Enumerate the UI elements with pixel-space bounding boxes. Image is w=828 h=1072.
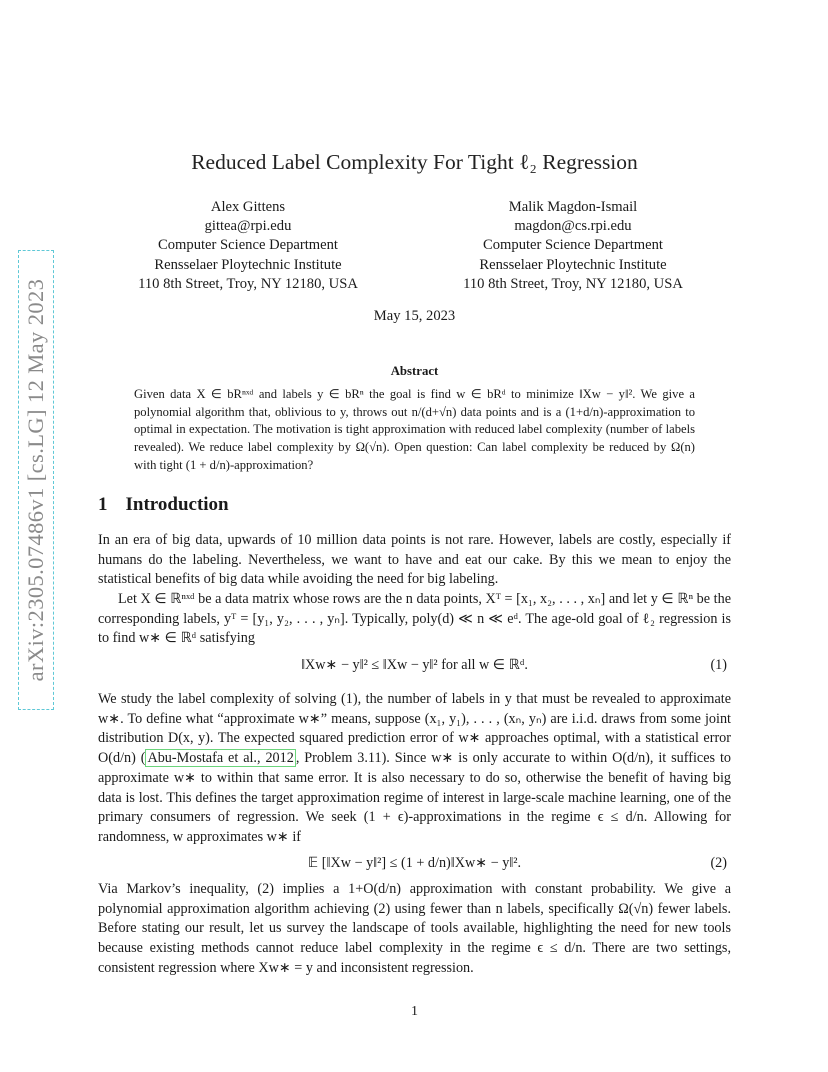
paragraph-4: Via Markov’s inequality, (2) implies a 1+O(d/n) approximation with constant probability. We give a polynomial approximation algorithm achieving (2) using fewer than n labels, specifically Ω(√n) fewer labels. Before stating our result, let us survey the landscape of tools available, highlighting the need for new tools because existing methods cannot reduce label complexity in the regime ϵ ≤ d/n. There are two settings, consistent regression where Xw∗ = y and inconsistent regression. xyxy=(98,881,731,976)
arxiv-identifier[interactable]: arXiv:2305.07486v1 [cs.LG] 12 May 2023 xyxy=(23,278,48,682)
paragraph-3-text-a: We study the label complexity of solving (1), the number of labels in y that must be revealed to approximate w∗. To define what “approximate w∗” means, suppose (x₁, y₁), . . . , (xₙ, yₙ) are i.i.d. draws from some joint distribution D(x, y). The expected squared prediction error of w∗ approaches optimal, with a statistical error O(d/n) ( xyxy=(98,691,731,767)
citation-link[interactable]: Abu-Mostafa et al., 2012 xyxy=(147,750,294,767)
section-heading xyxy=(98,494,229,516)
section-number: 1 xyxy=(98,494,108,515)
abstract-heading: Abstract xyxy=(390,364,439,378)
author-address: 110 8th Street, Troy, NY 12180, USA xyxy=(138,275,358,292)
author-name: Alex Gittens xyxy=(210,199,286,215)
author-email: gittea@rpi.edu xyxy=(204,218,292,235)
author-block-1 xyxy=(108,198,388,294)
paragraph-2-text: Let X ∈ ℝⁿˣᵈ be a data matrix whose rows are the n data points, Xᵀ = [x₁, x₂, . . . , xₙ] and let y ∈ ℝⁿ be the corresponding labels, yᵀ = [y₁, y₂, . . . , yₙ]. Typically, poly(d) ≪ n ≪ eᵈ. The age-old goal of ℓ₂ regression is to find w∗ ∈ ℝᵈ satisfying xyxy=(98,591,731,647)
equation-1-number: (1) xyxy=(710,657,727,673)
paper-title: Reduced Label Complexity For Tight ℓ₂ Regression xyxy=(191,150,638,174)
author-department: Computer Science Department xyxy=(483,237,663,254)
author-department: Computer Science Department xyxy=(158,237,338,254)
author-block-2 xyxy=(428,198,718,294)
equation-2-body: 𝔼 [‖Xw − y‖²] ≤ (1 + d/n)‖Xw∗ − y‖². xyxy=(307,855,522,871)
page-number: 1 xyxy=(411,1004,418,1019)
paragraph-3-text-b: , Problem 3.11). Since w∗ is only accurate to within O(d/n), it suffices to approximate w∗ to within that same error. It is also necessary to do so, otherwise the benefit of having big data is lost. This defines the target approximation regime of interest in large-scale machine learning, one of the primary consumers of regression. We seek (1 + ϵ)-approximations in the regime ϵ ≤ d/n. Allowing for randomness, w approximates w∗ if xyxy=(98,750,731,845)
equation-1-body: ‖Xw∗ − y‖² ≤ ‖Xw − y‖² for all w ∈ ℝᵈ. xyxy=(301,657,528,673)
abstract-text: Given data X ∈ bRⁿˣᵈ and labels y ∈ bRⁿ the goal is find w ∈ bRᵈ to minimize ‖Xw − y‖². We give a polynomial algorithm that, oblivious to y, throws out n/(d+√n) data points and is a (1+d/n)-approximation to optimal in expectation. The motivation is tight approximation with reduced label complexity (number of labels revealed). We reduce label complexity by Ω(√n). Open question: Can label complexity be reduced by Ω(n) with tight (1 + d/n)-approximation? xyxy=(134,387,695,472)
paragraph-2 xyxy=(98,590,731,649)
author-institution: Rensselaer Ploytechnic Institute xyxy=(154,256,342,273)
paragraph-3 xyxy=(98,690,731,848)
paragraph-1: In an era of big data, upwards of 10 million data points is not rare. However, labels are costly, especially if humans do the labeling. Nevertheless, we want to have and eat our cake. By this we mean to enjoy the statistical benefits of big data while avoiding the need for big labeling. xyxy=(98,532,731,588)
author-institution: Rensselaer Ploytechnic Institute xyxy=(479,256,667,273)
equation-2-number: (2) xyxy=(710,855,727,871)
author-email: magdon@cs.rpi.edu xyxy=(514,218,632,235)
author-name: Malik Magdon-Ismail xyxy=(508,199,638,215)
author-address: 110 8th Street, Troy, NY 12180, USA xyxy=(463,275,683,292)
paper-date: May 15, 2023 xyxy=(373,308,456,324)
section-title: Introduction xyxy=(125,494,229,515)
